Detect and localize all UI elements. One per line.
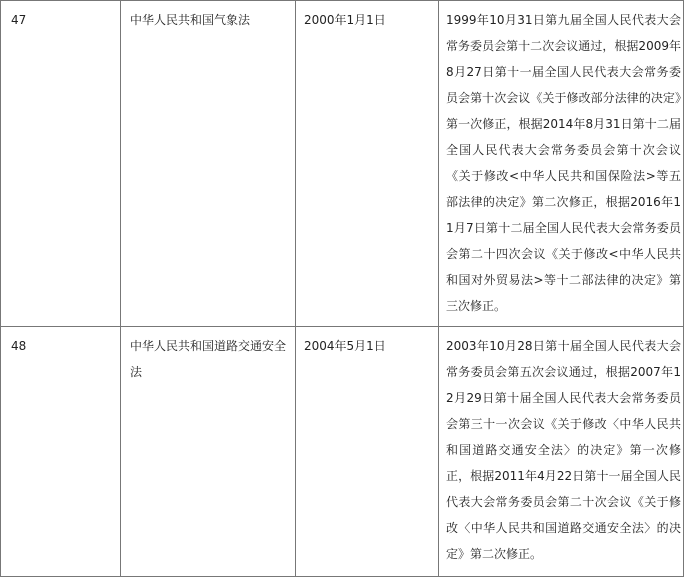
row-number: 47 [1, 1, 121, 327]
table-row [1, 1, 684, 327]
law-name: 中华人民共和国道路交通安全法 [121, 327, 296, 577]
effective-date: 2004年5月1日 [296, 327, 439, 577]
row-number: 48 [1, 327, 121, 577]
amendment-history: 1999年10月31日第九届全国人民代表大会常务委员会第十二次会议通过，根据2009年8月27日第十一届全国人民代表大会常务委员会第十次会议《关于修改部分法律的决定》第一次修正，根据2014年8月31日第十二届全国人民代表大会常务委员会第十次会议《关于修改<中华人民共和国保险法>等五部法律的决定》第二次修正，根据2016年11月7日第十二届全国人民代表大会常务委员会第二十四次会议《关于修改<中华人民共和国对外贸易法>等十二部法律的决定》第三次修正。 [439, 1, 684, 327]
amendment-history: 2003年10月28日第十届全国人民代表大会常务委员会第五次会议通过，根据2007年12月29日第十届全国人民代表大会常务委员会第三十一次会议《关于修改〈中华人民共和国道路交通安全法〉的决定》第一次修正，根据2011年4月22日第十一届全国人民代表大会常务委员会第二十次会议《关于修改〈中华人民共和国道路交通安全法〉的决定》第二次修正。 [439, 327, 684, 577]
effective-date: 2000年1月1日 [296, 1, 439, 327]
law-name: 中华人民共和国气象法 [121, 1, 296, 327]
table-row [1, 327, 684, 577]
